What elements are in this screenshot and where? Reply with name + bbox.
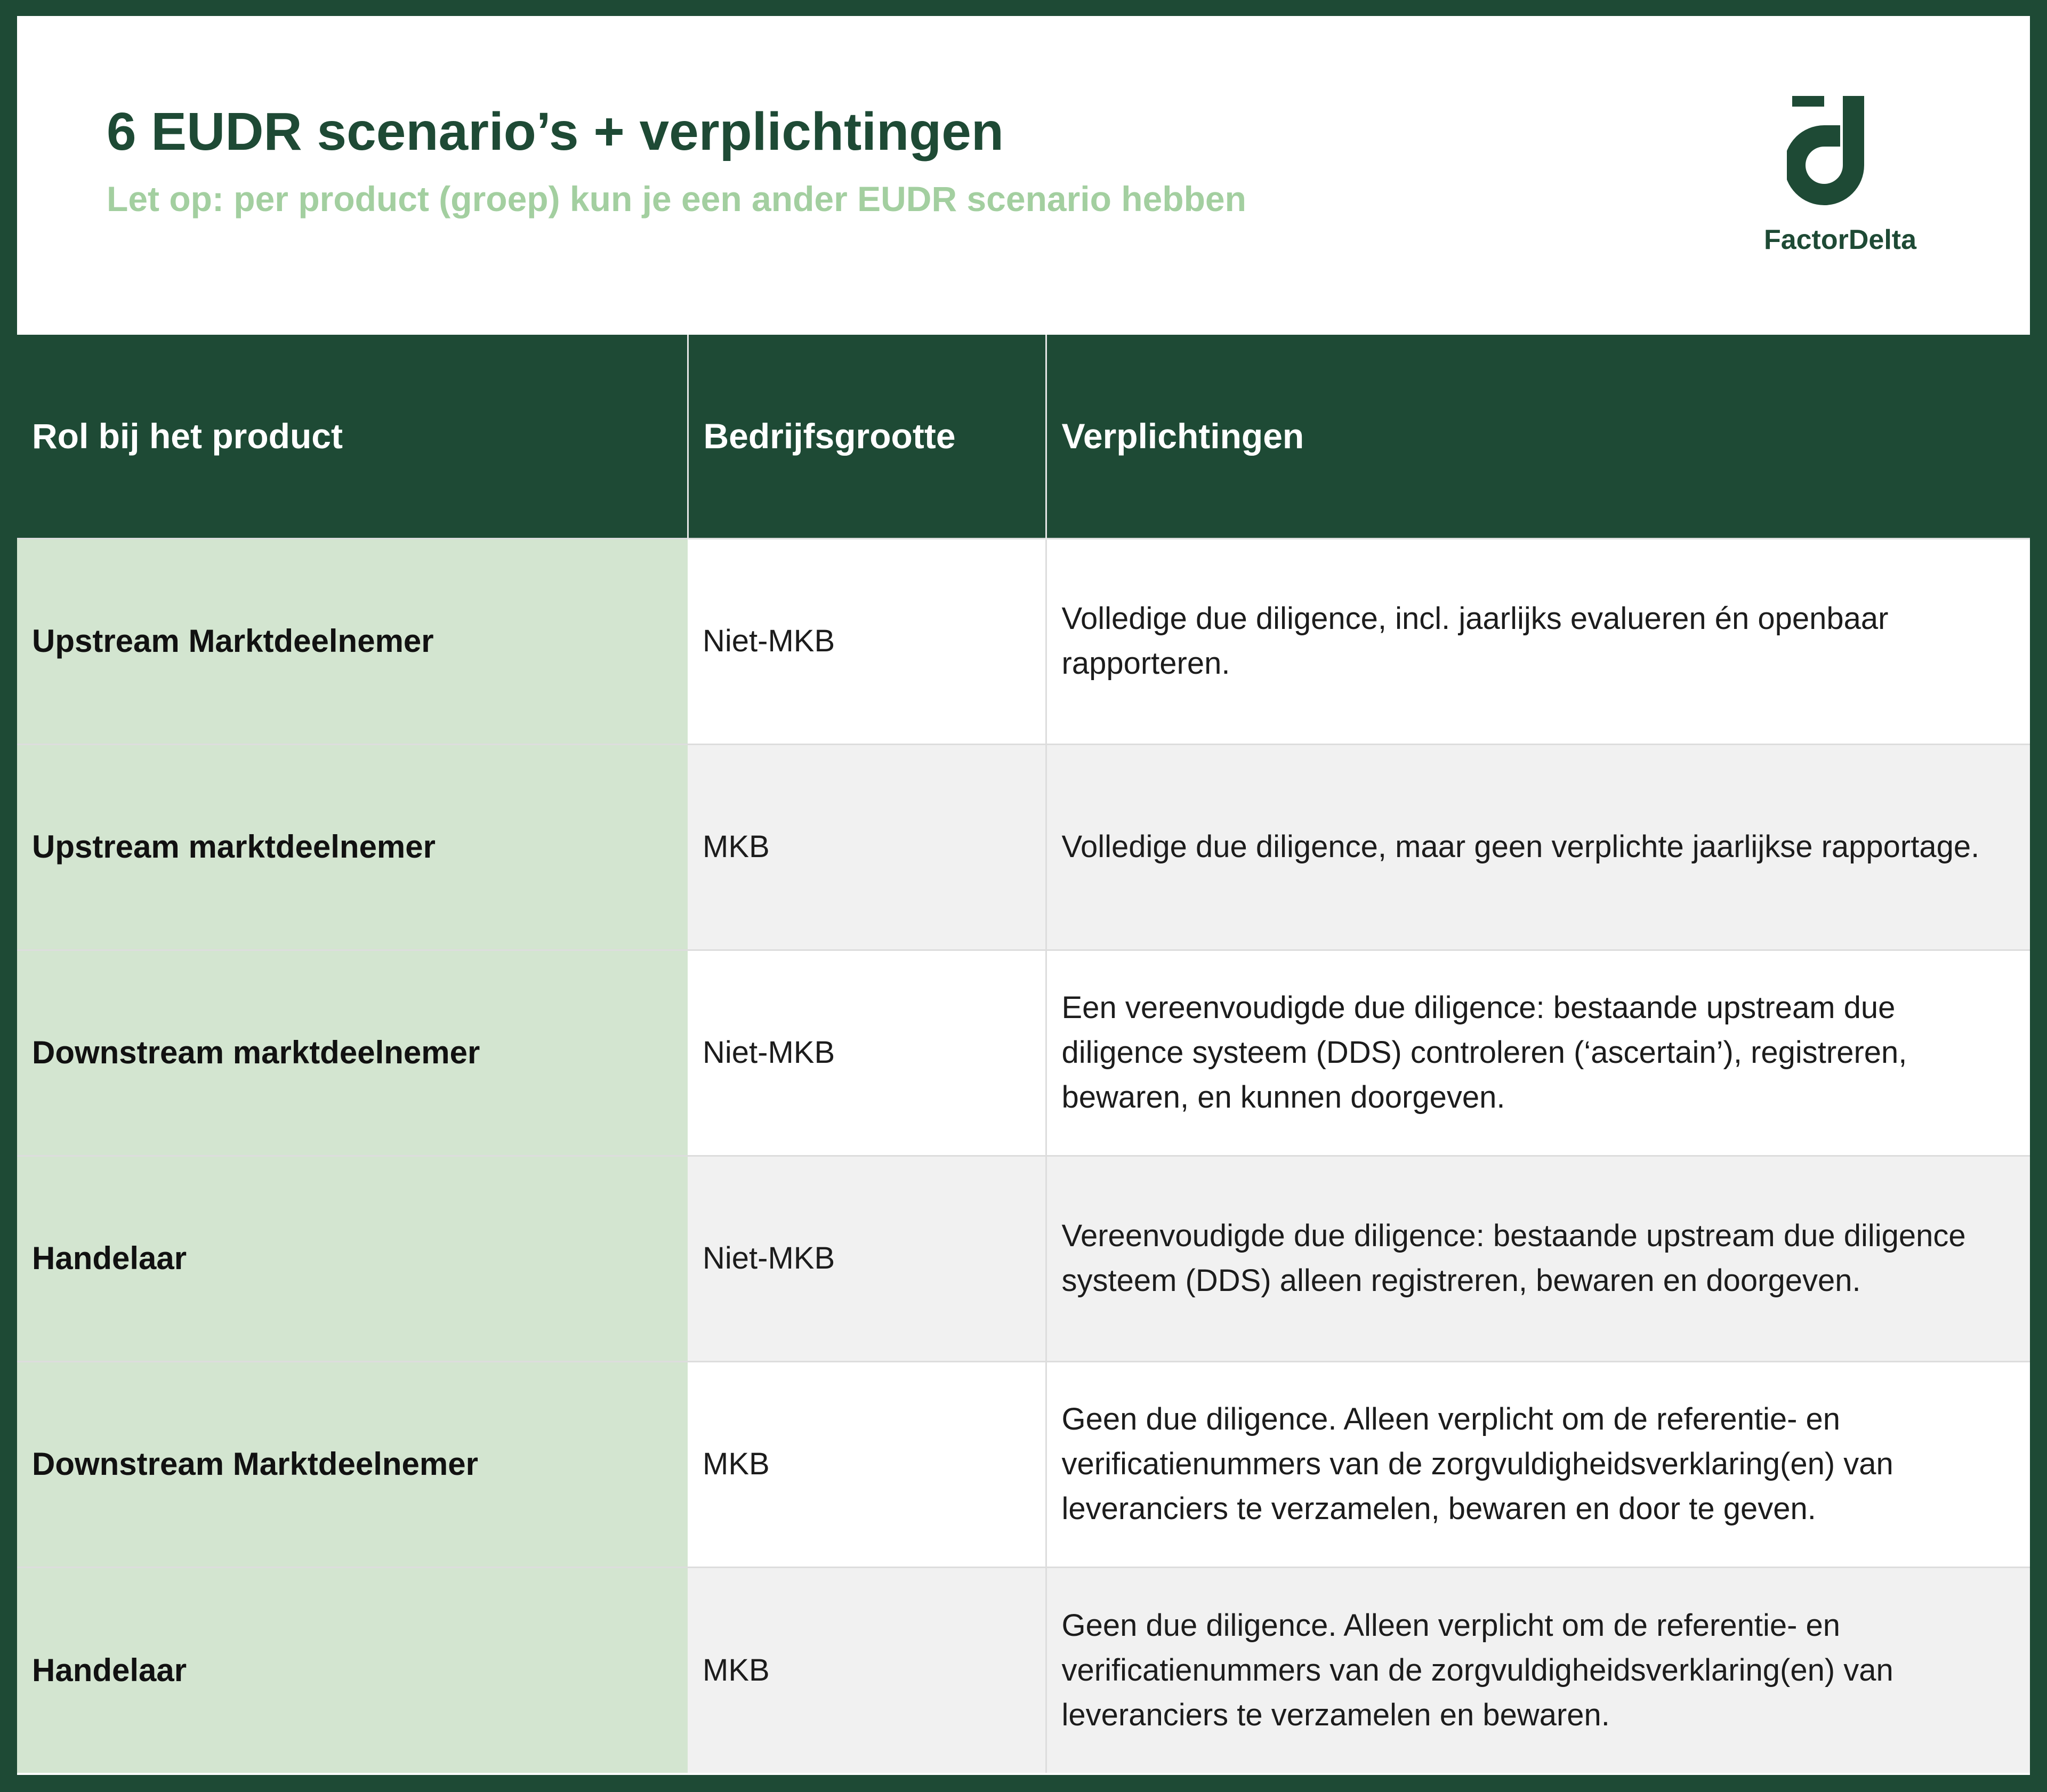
table-row (17, 1361, 2030, 1567)
role-cell: Handelaar (17, 1567, 688, 1773)
factordelta-logo-icon (1787, 91, 1883, 208)
obligations-cell: Een vereenvoudigde due diligence: bestaande upstream due diligence systeem (DDS) controleren (‘ascertain’), registreren, bewaren, en kunnen doorgeven. (1046, 950, 2030, 1156)
logo-text: FactorDelta (1763, 224, 1917, 255)
table-row (17, 744, 2030, 950)
column-header-size: Bedrijfsgrootte (688, 335, 1046, 538)
column-header-obligations: Verplichtingen (1046, 335, 2030, 538)
page-subtitle: Let op: per product (groep) kun je een ander EUDR scenario hebben (107, 179, 1246, 219)
table-row (17, 1156, 2030, 1361)
size-cell: Niet-MKB (688, 950, 1046, 1156)
obligations-cell: Volledige due diligence, maar geen verplichte jaarlijkse rapportage. (1046, 744, 2030, 950)
size-cell: MKB (688, 1361, 1046, 1567)
size-cell: Niet-MKB (688, 1156, 1046, 1361)
document-frame (17, 16, 2030, 1775)
role-cell: Downstream marktdeelnemer (17, 950, 688, 1156)
size-cell: Niet-MKB (688, 538, 1046, 744)
obligations-cell: Geen due diligence. Alleen verplicht om de referentie- en verificatienummers van de zorgvuldigheidsverklaring(en) van leveranciers te verzamelen, bewaren en door te geven. (1046, 1361, 2030, 1567)
column-header-role: Rol bij het product (17, 335, 688, 538)
table-header-row (17, 335, 2030, 538)
size-cell: MKB (688, 1567, 1046, 1773)
obligations-cell: Vereenvoudigde due diligence: bestaande upstream due diligence systeem (DDS) alleen registreren, bewaren en doorgeven. (1046, 1156, 2030, 1361)
role-cell: Downstream Marktdeelnemer (17, 1361, 688, 1567)
obligations-cell: Volledige due diligence, incl. jaarlijks evalueren én openbaar rapporteren. (1046, 538, 2030, 744)
table-row (17, 538, 2030, 744)
factordelta-logo (1755, 91, 1925, 261)
size-cell: MKB (688, 744, 1046, 950)
table-row (17, 1567, 2030, 1773)
page-title: 6 EUDR scenario’s + verplichtingen (107, 102, 1004, 162)
eudr-scenarios-table (17, 335, 2030, 1773)
role-cell: Upstream marktdeelnemer (17, 744, 688, 950)
role-cell: Handelaar (17, 1156, 688, 1361)
obligations-cell: Geen due diligence. Alleen verplicht om de referentie- en verificatienummers van de zorgvuldigheidsverklaring(en) van leveranciers te verzamelen en bewaren. (1046, 1567, 2030, 1773)
table-row (17, 950, 2030, 1156)
header (17, 16, 2030, 335)
role-cell: Upstream Marktdeelnemer (17, 538, 688, 744)
